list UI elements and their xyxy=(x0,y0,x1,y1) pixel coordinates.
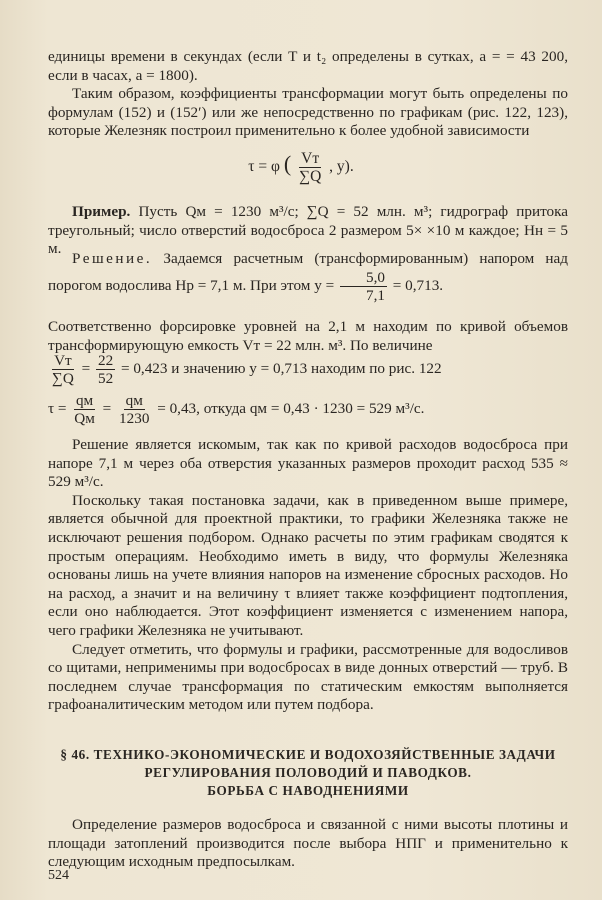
formula-lhs: τ = φ xyxy=(248,158,280,176)
intro-text xyxy=(48,48,568,141)
section-heading xyxy=(48,746,568,800)
intro-line: единицы времени в секундах (если T и t₂ определены в сутках, a = = 43 200, если в часах, a = 1800). xyxy=(48,48,568,84)
frac-num: qм xyxy=(125,392,143,409)
frac-den: 1230 xyxy=(119,410,150,427)
q-fraction xyxy=(72,392,97,427)
frac-den: Qм xyxy=(74,410,95,427)
section-heading-line-3: БОРЬБА С НАВОДНЕНИЯМИ xyxy=(207,783,409,798)
formula-tail: , y). xyxy=(329,158,354,176)
final-paragraph: Определение размеров водосброса и связанной с ними высоты плотины и площади затоплений производится после выбора НПГ и применительно к следующим исходным предпосылкам. xyxy=(48,816,568,871)
solution-result-c: = 0,43, откуда qм = 0,43 · 1230 = 529 м³/с. xyxy=(157,399,425,417)
formula-numerator: Vт xyxy=(301,150,320,167)
discussion-paragraph-3: Следует отметить, что формулы и графики, рассмотренные для водосливов со щитами, неприменимы при водосбросах в виде донных отверстий — труб. В последнем случае трансформация по статическим емкостям выполняется графоаналитическим методом или путем подбора. xyxy=(48,640,568,714)
q1230-fraction xyxy=(117,392,151,427)
equals-sign: = xyxy=(81,359,91,377)
formula-fraction xyxy=(297,150,323,185)
final-block xyxy=(48,816,568,872)
frac-num: 22 xyxy=(97,352,114,369)
section-heading-line-2: РЕГУЛИРОВАНИЯ ПОЛОВОДИЙ И ПАВОДКОВ. xyxy=(144,765,472,780)
equals-sign: = xyxy=(102,399,112,417)
frac-num: 5,0 xyxy=(340,269,387,287)
formula-denominator: ∑Q xyxy=(299,168,322,185)
solution-text-b-block xyxy=(48,318,568,355)
section-heading-line-1: § 46. ТЕХНИКО-ЭКОНОМИЧЕСКИЕ И ВОДОХОЗЯЙСТВЕННЫЕ ЗАДАЧИ xyxy=(60,747,556,762)
intro-paragraph: Таким образом, коэффициенты трансформации могут быть определены по формулам (152) и (152′) или же непосредственно по графикам (рис. 122, 123), которые Железняк построил применительно к более удобной зависимости xyxy=(48,85,568,140)
solution-result-a: = 0,713. xyxy=(392,276,444,294)
solution-result-b: = 0,423 и значению y = 0,713 находим по рис. 122 xyxy=(120,359,442,377)
page-number: 524 xyxy=(48,868,69,883)
discussion-block xyxy=(48,436,568,715)
solution-label: Решение. xyxy=(72,250,153,267)
frac-num: Vт xyxy=(54,352,72,369)
solution-block xyxy=(48,250,568,304)
solution-formula-row-1 xyxy=(48,352,568,387)
discussion-paragraph-2: Поскольку такая постановка задачи, как в приведенном выше примере, является обычной для проектной практики, то графики Железняка также не исключают решения подбором. Однако расчеты по этим графикам сводятся к простым операциям. Необходимо иметь в виду, что формулы Железняка основаны лишь на учете влияния напоров на изменение сбросных расходов. Но на расход, а значит и на величину τ влияет также коэффициент подтопления, если оно наблюдается. Этот коэффициент изменяется с изменением напора, чего графики Железняка не учитывают. xyxy=(48,491,568,639)
discussion-paragraph-1: Решение является искомым, так как по кривой расходов водосброса при напоре 7,1 м через оба отверстия указанных размеров проходит расход 535 ≈ 529 м³/с. xyxy=(48,436,568,491)
solution-formula-row-2 xyxy=(48,392,568,427)
frac-den: 52 xyxy=(97,370,114,387)
example-text: Пусть Qм = 1230 м³/с; ∑Q = 52 млн. м³; гидрограф притока треугольный; число отверстий водосброса 2 размером 5× ×10 м каждое; Hн = 5 м. xyxy=(48,203,568,258)
solution-text-b: Соответственно форсировке уровней на 2,1 м находим по кривой объемов трансформирующую емкость Vт = 22 млн. м³. По величине xyxy=(48,318,568,354)
frac-den: ∑Q xyxy=(52,370,74,387)
formula-open-paren: ( xyxy=(283,151,292,177)
solution-text-a: Задаемся расчетным (трансформированным) напором над порогом водослива Hр = 7,1 м. При этом y = xyxy=(48,250,568,294)
frac-num: qм xyxy=(75,392,94,409)
example-label: Пример. xyxy=(72,203,131,220)
vt-fraction xyxy=(50,352,76,387)
main-formula xyxy=(0,150,602,185)
solution-fraction-y xyxy=(340,269,387,304)
frac-den: 7,1 xyxy=(365,286,385,304)
ratio-fraction xyxy=(96,352,115,387)
tau-label: τ = xyxy=(48,399,67,417)
